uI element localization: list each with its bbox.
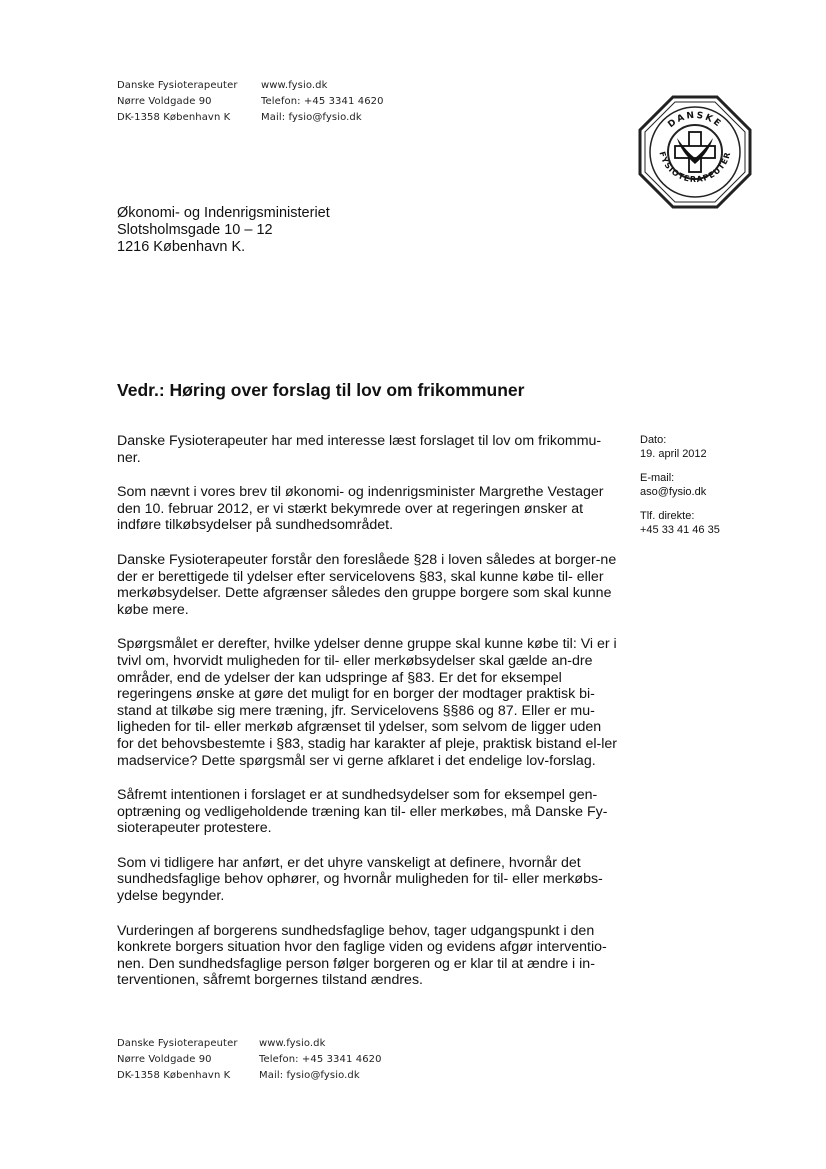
letterhead-address — [117, 78, 238, 126]
footer-phone: Telefon: +45 3341 4620 — [259, 1054, 382, 1065]
letter-subject: Vedr.: Høring over forslag til lov om frikommuner — [117, 380, 525, 400]
body-paragraph-5: Såfremt intentionen i forslaget er at sundhedsydelser som for eksempel gen-optræning og vedligeholdende træning kan til- eller merkøbes, må Danske Fy-sioterapeuter protestere. — [117, 787, 608, 837]
org-name: Danske Fysioterapeuter — [117, 80, 238, 91]
website-link[interactable]: www.fysio.dk — [261, 80, 328, 91]
recipient-city: 1216 København K. — [117, 239, 246, 255]
recipient-name: Økonomi- og Indenrigsministeriet — [117, 205, 330, 221]
street-address: Nørre Voldgade 90 — [117, 96, 212, 107]
date-value: 19. april 2012 — [640, 448, 707, 460]
recipient-address — [117, 205, 330, 256]
email-block — [640, 471, 720, 499]
date-block — [640, 433, 720, 461]
footer-street: Nørre Voldgade 90 — [117, 1054, 212, 1065]
body-paragraph-1: Danske Fysioterapeuter har med interesse læst forslaget til lov om frikommu-ner. — [117, 433, 602, 466]
letter-body — [117, 433, 620, 1007]
body-paragraph-4: Spørgsmålet er derefter, hvilke ydelser denne gruppe skal kunne købe til: Vi er i tvivl om, hvorvidt muligheden for til- eller merkøbsydelser skal gælde an-dre områder, end de ydelser der kan udspringe af §83. Er det for eksempel regeringens ønske at gøre det muligt for en borger der modtager praktisk bi-stand at tilkøbe sig mere træning, jfr. Servicelovens §§86 og 87. Eller er mu-ligheden for til- eller merkøb afgrænset til ydelser, som selvom de ligger uden for det behovsbestemte i §83, stadig har karakter af pleje, praktisk bistand el-ler madservice? Dette spørgsmål ser vi gerne afklaret i det endelige lov-forslag. — [117, 636, 617, 769]
email-label: E-mail: — [640, 472, 675, 484]
letterhead-contact — [261, 78, 384, 126]
email-value[interactable]: aso@fysio.dk — [640, 486, 707, 498]
phone-value: +45 33 41 46 35 — [640, 524, 720, 536]
body-paragraph-6: Som vi tidligere har anført, er det uhyre vanskeligt at definere, hvornår det sundhedsfaglige behov ophører, og hvornår muligheden for til- eller merkøbs-ydelse begynder. — [117, 854, 603, 905]
footer-mail[interactable]: Mail: fysio@fysio.dk — [259, 1070, 360, 1081]
logo-top-text: DANSKE — [666, 110, 724, 131]
city-address: DK-1358 København K — [117, 112, 231, 123]
footer-contact — [259, 1036, 382, 1084]
body-paragraph-2: Som nævnt i vores brev til økonomi- og indenrigsminister Margrethe Vestager den 10. februar 2012, er vi stærkt bekymrede over at regeringen ønsker at indføre tilkøbsydelser på sundhedsområdet. — [117, 484, 604, 534]
body-paragraph-3: Danske Fysioterapeuter forstår den foreslåede §28 i loven således at borger-ne der er berettigede til ydelser efter servicelovens §83, skal kunne købe til- eller merkøbsydelser. Dette afgrænser således den gruppe borgere som skal kunne købe mere. — [117, 551, 617, 618]
logo-ring-text: FYSIOTERAPEUTER — [657, 150, 733, 185]
footer-org-name: Danske Fysioterapeuter — [117, 1038, 238, 1049]
footer-city: DK-1358 København K — [117, 1070, 231, 1081]
footer-website-link[interactable]: www.fysio.dk — [259, 1038, 326, 1049]
phone-number: Telefon: +45 3341 4620 — [261, 96, 384, 107]
footer-address — [117, 1036, 238, 1084]
phone-block — [640, 509, 720, 537]
phone-label: Tlf. direkte: — [640, 510, 695, 522]
danske-fysioterapeuter-logo — [637, 94, 753, 210]
recipient-street: Slotsholmsgade 10 – 12 — [117, 222, 273, 238]
mail-address[interactable]: Mail: fysio@fysio.dk — [261, 112, 362, 123]
letter-meta-sidebar — [640, 433, 720, 547]
body-paragraph-7: Vurderingen af borgerens sundhedsfaglige behov, tager udgangspunkt i den konkrete borgers situation hvor den faglige viden og evidens afgør interventio-nen. Den sundhedsfaglige person følger borgeren og er klar til at ændre i in-terventionen, såfremt borgernes tilstand ændres. — [117, 922, 607, 989]
date-label: Dato: — [640, 434, 667, 446]
